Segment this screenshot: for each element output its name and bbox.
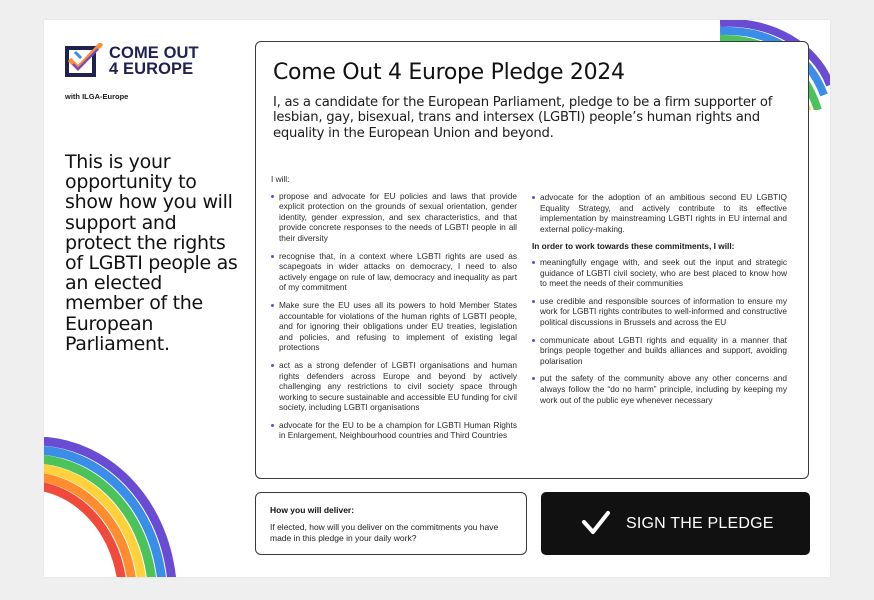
pledge-intro: I, as a candidate for the European Parliament, pledge to be a firm supporter of lesbian, gay, bisexual, trans and intersex (LGBTI) people’s human rights and equality in the European Union and beyond. bbox=[273, 95, 773, 141]
list-item: recognise that, in a context where LGBTI rights are used as scapegoats in wider attacks on democracy, I need to also actively engage on rule of law, democracy and inequality as part of my commitment bbox=[271, 251, 517, 293]
left-commitment-list bbox=[271, 191, 517, 441]
right-commitment-list-bottom bbox=[532, 257, 787, 405]
list-item: use credible and responsible sources of information to ensure my work for LGBTI rights contributes to well-informed and constructive political discussions in Brussels and across the EU bbox=[532, 296, 787, 328]
checkmark-icon bbox=[581, 511, 611, 535]
sign-the-pledge-label: SIGN THE PLEDGE bbox=[626, 515, 774, 532]
sign-the-pledge-button[interactable] bbox=[541, 492, 810, 555]
logo-line-1: COME OUT bbox=[109, 44, 199, 62]
list-item: advocate for the adoption of an ambitious second EU LGBTIQ Equality Strategy, and actively contribute to its effective implementation by mainstreaming LGBTI rights in EU internal and external policy-making. bbox=[532, 192, 787, 234]
list-item: propose and advocate for EU policies and laws that provide explicit protection on the grounds of sexual orientation, gender identity, gender expression, and sex characteristics, and that provide concrete responses to the needs of LGBTI people in all their diversity bbox=[271, 191, 517, 244]
deliver-box bbox=[255, 492, 527, 555]
with-ilga-europe: with ILGA-Europe bbox=[65, 92, 129, 101]
logo-wordmark bbox=[109, 45, 199, 77]
logo-line-2: 4 EUROPE bbox=[109, 60, 194, 78]
pledge-column-right bbox=[532, 192, 787, 412]
pledge-box bbox=[255, 41, 809, 479]
right-commitment-list-top bbox=[532, 192, 787, 234]
deliver-text: If elected, how will you deliver on the commitments you have made in this pledge in your daily work? bbox=[270, 522, 499, 544]
list-item: put the safety of the community above any other concerns and always follow the “do no harm” principle, including by keeping my work out of the public eye whenever necessary bbox=[532, 373, 787, 405]
pledge-page bbox=[44, 20, 830, 577]
pledge-column-left bbox=[271, 174, 517, 448]
pledge-title: Come Out 4 Europe Pledge 2024 bbox=[273, 60, 625, 85]
list-item: advocate for the EU to be a champion for LGBTI Human Rights in Enlargement, Neighbourhood countries and Third Countries bbox=[271, 420, 517, 441]
logo-mark-icon bbox=[64, 43, 104, 79]
come-out-4-europe-logo bbox=[64, 43, 224, 83]
list-item: Make sure the EU uses all its powers to hold Member States accountable for violations of the human rights of LGBTI people, and for ignoring their obligations under EU treaties, legislation and policies, and refusing to implement of existing legal protections bbox=[271, 300, 517, 353]
rainbow-arc-bottom-left bbox=[44, 437, 179, 577]
commitments-heading: In order to work towards these commitments, I will: bbox=[532, 241, 735, 252]
i-will-label: I will: bbox=[271, 174, 290, 184]
tagline: This is your opportunity to show how you will support and protect the rights of LGBTI people as an elected member of the European Parliament. bbox=[65, 151, 238, 355]
deliver-heading: How you will deliver: bbox=[270, 505, 355, 515]
list-item: meaningfully engage with, and seek out the input and strategic guidance of LGBTI civil society, who are best placed to know how to meet the needs of their communities bbox=[532, 257, 787, 289]
list-item: communicate about LGBTI rights and equality in a manner that brings people together and builds alliances and support, avoiding polarisation bbox=[532, 335, 787, 367]
list-item: act as a strong defender of LGBTI organisations and human rights defenders across Europe and beyond by actively challenging any restrictions to civil society space through working to secure sustainable and accessible EU funding for civil society, including LGBTI organisations bbox=[271, 360, 517, 413]
